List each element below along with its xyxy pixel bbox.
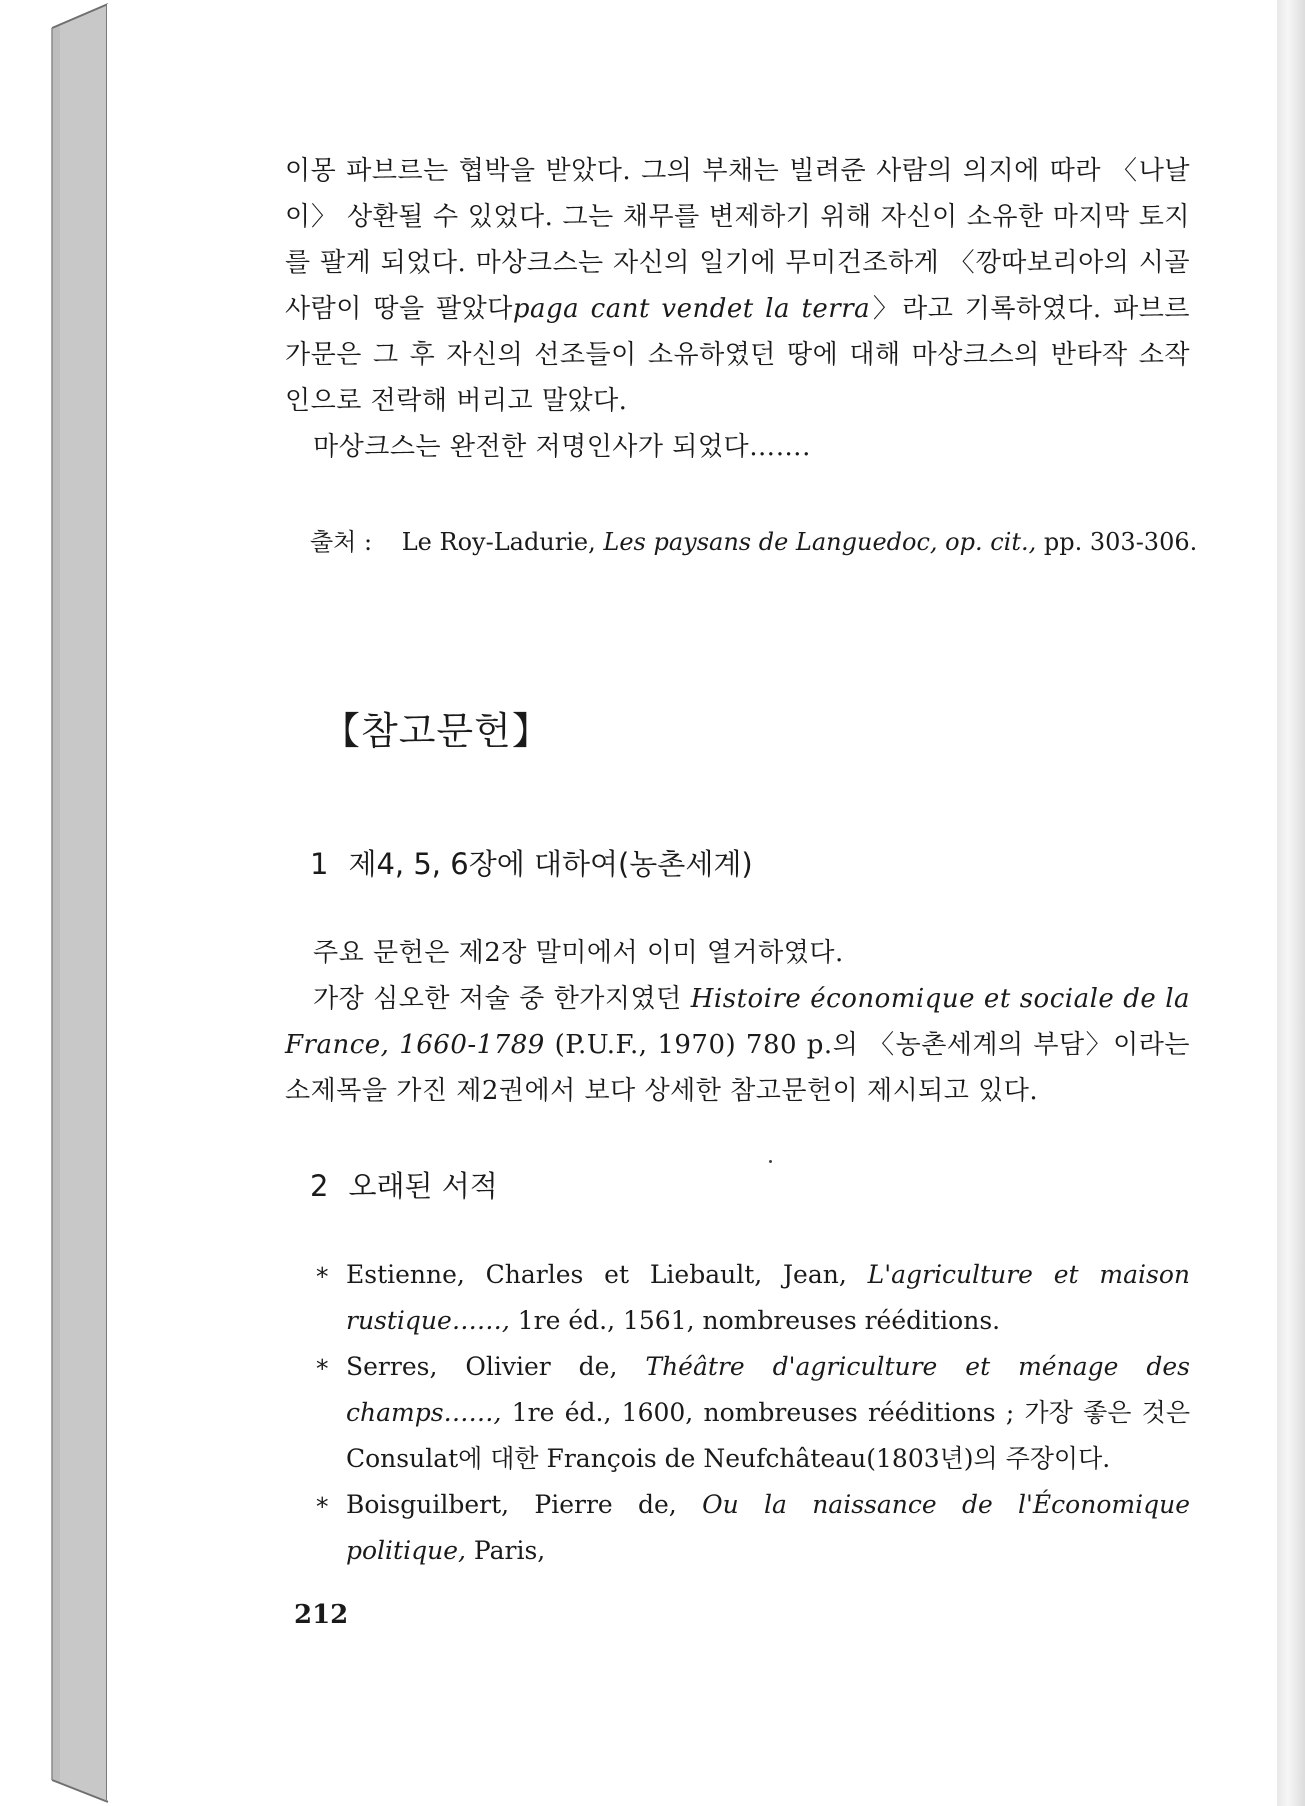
reference-item: * Boisguilbert, Pierre de, Ou la naissance de l'Économique politique, Paris, bbox=[316, 1490, 1190, 1565]
section-1-line-2: 가장 심오한 저술 중 한가지였던 Histoire économique et sociale de la France, 1660-1789 (P.U.F., 1970) 780 p.의 〈농촌세계의 부담〉이라는 소제목을 가진 제2권에서 보다 상세한 참고문헌이 제시되고 있다. bbox=[285, 984, 1191, 1106]
paragraph-1: 이몽 파브르는 협박을 받았다. 그의 부채는 빌려준 사람의 의지에 따라 〈나날이〉 상환될 수 있었다. 그는 채무를 변제하기 위해 자신이 소유한 마지막 토지를 팔게 되었다. 마상크스는 자신의 일기에 무미건조하게 〈깡따보리아의 시골사람이 땅을 팔았다paga cant vendet la terra〉라고 기록하였다. 파브르 가문은 그 후 자신의 선조들이 소유하였던 땅에 대해 마상크스의 반타작 소작인으로 전락해 버리고 말았다. bbox=[285, 156, 1190, 416]
reference-list bbox=[316, 1252, 1190, 1574]
section-1-line-1: 주요 문헌은 제2장 말미에서 이미 열거하였다. bbox=[313, 938, 844, 968]
page-heading: 【참고문헌】 bbox=[322, 709, 551, 753]
source-citation bbox=[310, 522, 1197, 557]
section-1-heading: 1 제4, 5, 6장에 대하여(농촌세계) bbox=[310, 847, 753, 881]
paragraph-2: 마상크스는 완전한 저명인사가 되었다……. bbox=[313, 432, 811, 462]
source-pages: pp. 303-306. bbox=[1043, 528, 1198, 556]
reference-item: * Estienne, Charles et Liebault, Jean, L'agriculture et maison rustique……, 1re éd., 1561, nombreuses rééditions. bbox=[316, 1260, 1190, 1335]
speck bbox=[769, 1160, 772, 1163]
page-edge bbox=[1277, 0, 1305, 1806]
reference-item: * Serres, Olivier de, Théâtre d'agriculture et ménage des champs……, 1re éd., 1600, nombreuses rééditions ; 가장 좋은 것은 Consulat에 대한 François de Neufchâteau(1803년)의 주장이다. bbox=[316, 1352, 1190, 1473]
page-number: 212 bbox=[294, 1600, 349, 1630]
section-1-body bbox=[285, 930, 1190, 1114]
source-author: Le Roy-Ladurie, bbox=[401, 528, 596, 556]
section-2-heading: 2 오래된 서적 bbox=[310, 1169, 498, 1203]
body-text-top bbox=[285, 148, 1190, 470]
source-label: 출처 : bbox=[310, 528, 373, 556]
book-spine bbox=[0, 0, 110, 1806]
source-title: Les paysans de Languedoc, op. cit., bbox=[603, 528, 1037, 556]
